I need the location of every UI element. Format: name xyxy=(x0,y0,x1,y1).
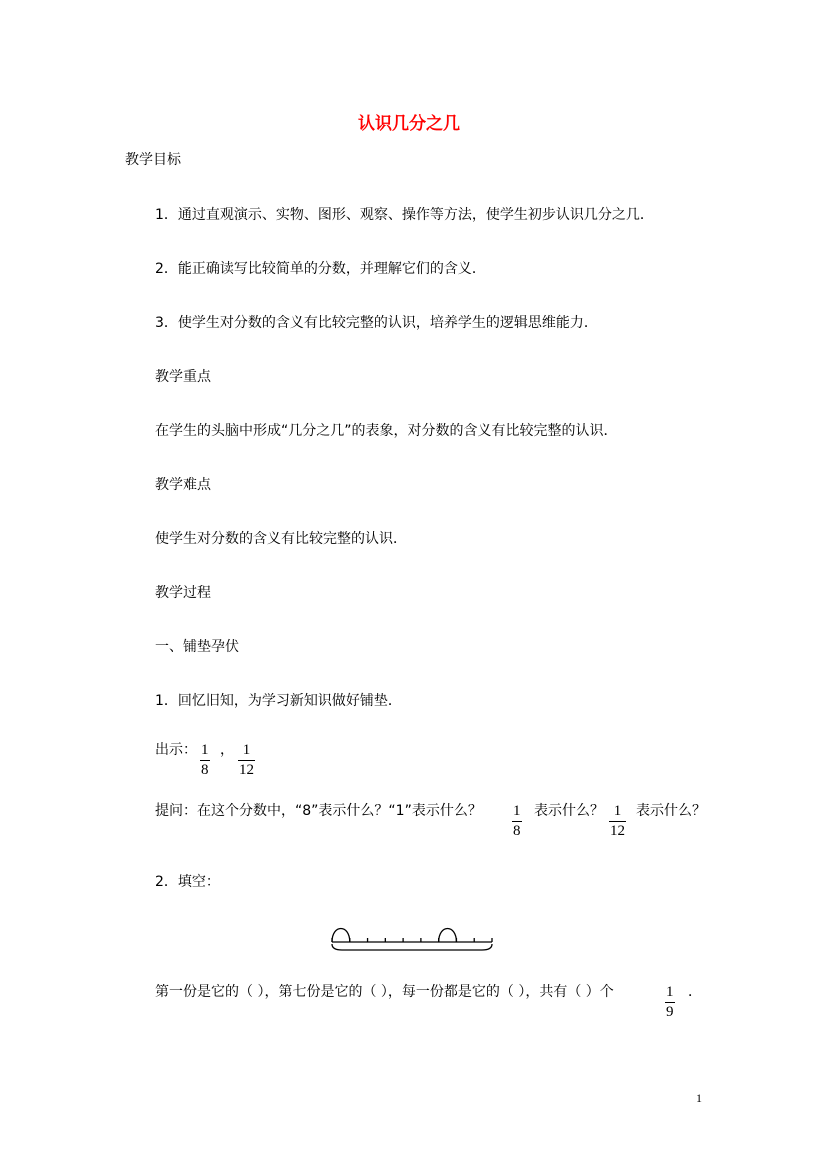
fraction-1-12 xyxy=(238,742,255,779)
fraction-numerator: 1 xyxy=(666,984,674,1000)
fill-text: 第一份是它的（ ），第七份是它的（ ），每一份都是它的（ ），共有（ ）个 xyxy=(155,984,614,1000)
part1-heading: 一、铺垫孕伏 xyxy=(155,639,239,655)
item-1: 1．回忆旧知，为学习新知识做好铺垫． xyxy=(155,693,402,709)
difficulty-text: 使学生对分数的含义有比较完整的认识． xyxy=(155,531,407,547)
fraction-bar xyxy=(665,1002,675,1003)
page-number: 1 xyxy=(696,1091,702,1105)
question-end: 表示什么？ xyxy=(636,803,706,819)
segment-diagram xyxy=(328,922,498,956)
process-heading: 教学过程 xyxy=(155,585,211,601)
difficulty-heading: 教学难点 xyxy=(155,477,211,493)
key-point-heading: 教学重点 xyxy=(155,369,211,385)
question-fraction-1-12 xyxy=(609,803,626,840)
document-title: 认识几分之几 xyxy=(358,114,460,134)
show-separator: ， xyxy=(220,742,234,758)
fraction-numerator: 1 xyxy=(513,803,521,819)
fraction-denominator: 9 xyxy=(666,1004,674,1020)
fraction-denominator: 8 xyxy=(201,762,209,778)
goals-heading: 教学目标 xyxy=(125,152,181,168)
highlight-arc xyxy=(332,929,350,943)
fill-end: ． xyxy=(688,984,702,1000)
brace xyxy=(332,944,492,950)
item-2: 2．填空： xyxy=(155,874,220,890)
fraction-denominator: 12 xyxy=(239,762,254,778)
fill-fraction-1-9 xyxy=(665,984,675,1021)
fraction-numerator: 1 xyxy=(201,742,209,758)
fraction-denominator: 8 xyxy=(513,823,521,839)
fraction-bar xyxy=(609,821,626,822)
question-mid: 表示什么？ xyxy=(534,803,604,819)
goal-item-2: 2．能正确读写比较简单的分数，并理解它们的含义． xyxy=(155,261,486,277)
key-point-text: 在学生的头脑中形成“几分之几”的表象，对分数的含义有比较完整的认识． xyxy=(155,423,618,439)
fraction-denominator: 12 xyxy=(610,823,625,839)
fraction-numerator: 1 xyxy=(613,803,622,819)
fraction-bar xyxy=(512,821,522,822)
question-prefix: 提问：在这个分数中，“8”表示什么？“1”表示什么？ xyxy=(155,803,482,819)
show-label: 出示： xyxy=(155,742,197,758)
fraction-numerator: 1 xyxy=(242,742,251,758)
fraction-bar xyxy=(238,760,255,761)
highlight-arc xyxy=(439,929,457,943)
goal-item-3: 3．使学生对分数的含义有比较完整的认识，培养学生的逻辑思维能力． xyxy=(155,315,598,331)
fraction-bar xyxy=(200,760,210,761)
goal-item-1: 1．通过直观演示、实物、图形、观察、操作等方法，使学生初步认识几分之几． xyxy=(155,207,654,223)
question-fraction-1-8 xyxy=(512,803,522,840)
fraction-1-8 xyxy=(200,742,210,779)
